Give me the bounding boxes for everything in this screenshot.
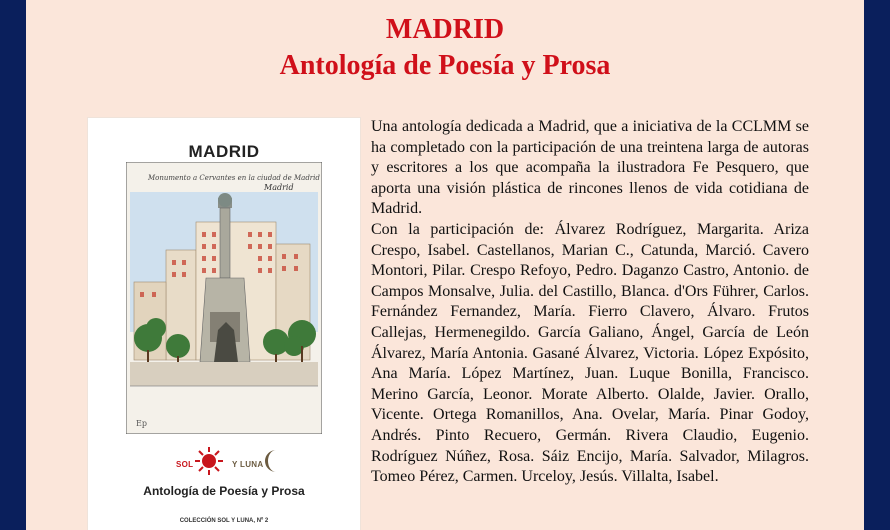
svg-text:Ep: Ep <box>136 419 147 428</box>
page-subtitle: Antología de Poesía y Prosa <box>279 50 611 81</box>
cover-illustration <box>126 162 322 434</box>
logo-luna-text: Y LUNA <box>232 460 264 469</box>
page <box>26 0 864 530</box>
cover-signature: Madrid <box>264 183 294 192</box>
sun-icon <box>194 446 224 476</box>
page-title: MADRID <box>385 14 505 45</box>
cover-series: COLECCIÓN SOL Y LUNA, Nº 2 <box>179 518 269 524</box>
moon-icon <box>260 448 282 474</box>
book-description <box>371 117 809 488</box>
book-cover <box>88 118 360 530</box>
logo-sol-text: SOL <box>176 460 194 469</box>
cover-title: MADRID <box>188 142 260 161</box>
cover-subtitle: Antología de Poesía y Prosa <box>143 484 305 498</box>
description-intro: Una antología dedicada a Madrid, que a iniciativa de la CCLMM se ha completado con la participación de una treintena larga de autoras y escritores a los que acompaña la ilustradora Fe Pesquero, que aporta una visión plástica de rincones llenos de vida cotidiana de Madrid. <box>371 118 809 218</box>
publisher-logo <box>174 446 284 482</box>
description-participants: Con la participación de: Álvarez Rodríguez, Margarita. Ariza Crespo, Isabel. Castellanos, Marian C., Catunda, Marció. Cavero Montori, Pilar. Crespo Refoyo, Pedro. Daganzo Castro, Antonio. de Campos Monsalve, Julia. del Castillo, Blanca. d'Ors Führer, Carlos. Fernández Fernandez, María. Fierro Clavero, Álvaro. Frutos Callejas, Hermenegildo. García Galiano, Ángel, García de León Álvarez, María Antonia. Gasané Álvarez, Victoria. López Expósito, Ana María. López Martínez, Juan. Luque Bonilla, Francisco. Merino García, Leonor. Morate Alberto. Olalde, Javier. Orallo, Vicente. Ortega Romanillos, Ana. Ovelar, María. Pinar Godoy, Andrés. Pinto Recuero, Germán. Rivera Claudio, Eugenio. Rodríguez Núñez, Rosa. Sáiz Encijo, María. Salvador, Milagros. Tomeo Pérez, Carmen. Urceloy, Jesús. Villalta, Isabel. <box>371 220 809 486</box>
cover-handwritten-caption: Monumento a Cervantes en la ciudad de Madrid <box>148 174 320 182</box>
